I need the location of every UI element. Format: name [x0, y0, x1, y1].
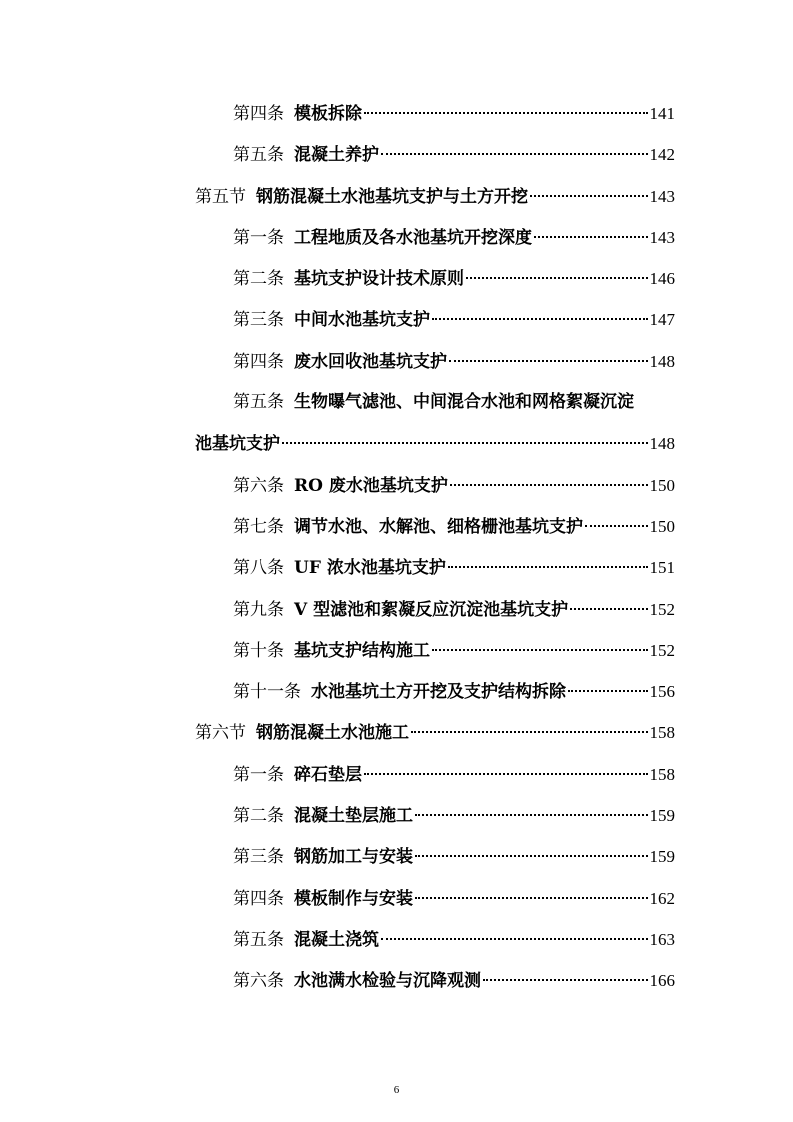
- dot-leader: [411, 731, 648, 733]
- dot-leader: [432, 649, 648, 651]
- dot-leader: [415, 897, 648, 899]
- toc-entry-title: 水池基坑土方开挖及支护结构拆除: [311, 682, 566, 703]
- dot-leader: [381, 938, 648, 940]
- dot-leader: [448, 566, 648, 568]
- toc-entry[interactable]: [0, 754, 793, 795]
- toc-entry-title: 模板拆除: [294, 104, 362, 124]
- toc-entry-title: 生物曝气滤池、中间混合水池和网格絮凝沉淀: [294, 392, 634, 413]
- toc-entry-prefix: 第九条: [233, 599, 284, 620]
- toc-entry-page: 147: [649, 310, 675, 330]
- dot-leader: [534, 236, 648, 238]
- toc-entry-prefix: 第六条: [233, 971, 284, 992]
- toc-entry[interactable]: [0, 465, 793, 506]
- toc-entry-title: 钢筋混凝土水池施工: [256, 723, 409, 744]
- toc-entry-prefix: 第五节: [195, 186, 246, 207]
- toc-entry-page: 150: [649, 516, 675, 536]
- toc-entry-page: 148: [649, 351, 675, 371]
- toc-entry-page: 142: [649, 145, 675, 165]
- toc-entry[interactable]: [0, 630, 793, 671]
- toc-entry-title: 中间水池基坑支护: [294, 310, 430, 331]
- toc-entry-title: 池基坑支护: [195, 434, 280, 455]
- dot-leader: [585, 525, 648, 527]
- toc-entry-title: 碎石垫层: [294, 764, 362, 785]
- toc-entry-prefix: 第四条: [233, 104, 284, 124]
- toc-entry-page: 158: [649, 764, 675, 784]
- dot-leader: [432, 318, 648, 320]
- toc-entry-title: 模板制作与安装: [294, 888, 413, 909]
- dot-leader: [483, 979, 648, 981]
- toc-entry-page: 156: [649, 682, 675, 702]
- toc-entry-page: 152: [649, 640, 675, 660]
- dot-leader: [364, 773, 648, 775]
- toc-entry-page: 141: [649, 104, 675, 123]
- toc-entry[interactable]: [0, 795, 793, 836]
- toc-entry-title: 钢筋混凝土水池基坑支护与土方开挖: [256, 186, 528, 207]
- toc-entry-page: 159: [649, 847, 675, 867]
- toc-entry-title: 调节水池、水解池、细格栅池基坑支护: [294, 516, 583, 537]
- toc-section-entry[interactable]: [0, 712, 793, 753]
- toc-entry-title: 混凝土垫层施工: [294, 806, 413, 827]
- toc-entry[interactable]: [0, 919, 793, 960]
- toc-entry-page: 143: [649, 227, 675, 247]
- toc-entry[interactable]: [0, 836, 793, 877]
- toc-entry-page: 151: [649, 558, 675, 578]
- toc-entry-title: 水池满水检验与沉降观测: [294, 971, 481, 992]
- toc-entry[interactable]: [0, 258, 793, 299]
- toc-entry-title: V 型滤池和絮凝反应沉淀池基坑支护: [294, 599, 569, 620]
- toc-entry[interactable]: [0, 506, 793, 547]
- toc-entry-prefix: 第三条: [233, 310, 284, 331]
- dot-leader: [415, 814, 648, 816]
- toc-entry-page: 152: [649, 599, 675, 619]
- toc-entry-prefix: 第十条: [233, 640, 284, 661]
- toc-entry-prefix: 第十一条: [233, 682, 301, 703]
- toc-entry-page: 163: [649, 929, 675, 949]
- dot-leader: [282, 442, 648, 444]
- toc-entry-continuation[interactable]: [0, 423, 793, 464]
- toc-entry[interactable]: [0, 671, 793, 712]
- dot-leader: [450, 484, 648, 486]
- toc-entry-title: UF 浓水池基坑支护: [294, 558, 446, 579]
- toc-entry-page: 146: [649, 269, 675, 289]
- toc-entry-title: 废水回收池基坑支护: [294, 351, 447, 372]
- table-of-contents: [0, 93, 793, 1002]
- dot-leader: [466, 277, 648, 279]
- toc-entry[interactable]: [0, 547, 793, 588]
- toc-entry-page: 166: [649, 971, 675, 991]
- toc-entry[interactable]: [0, 878, 793, 919]
- toc-entry[interactable]: [0, 589, 793, 630]
- toc-entry[interactable]: [0, 217, 793, 258]
- page-number: 6: [393, 1084, 400, 1096]
- dot-leader: [530, 195, 648, 197]
- toc-entry-prefix: 第一条: [233, 227, 284, 248]
- toc-entry[interactable]: [0, 134, 793, 175]
- dot-leader: [568, 690, 648, 692]
- dot-leader: [381, 153, 648, 155]
- toc-entry-page: 148: [649, 434, 675, 454]
- toc-entry-prefix: 第四条: [233, 351, 284, 372]
- toc-entry-wrapped[interactable]: [0, 382, 793, 423]
- toc-entry-title: 工程地质及各水池基坑开挖深度: [294, 227, 532, 248]
- dot-leader: [364, 112, 648, 114]
- toc-entry-title: 混凝土浇筑: [294, 929, 379, 950]
- toc-section-entry[interactable]: [0, 176, 793, 217]
- toc-entry-page: 150: [649, 475, 675, 495]
- toc-entry-prefix: 第二条: [233, 806, 284, 827]
- toc-entry[interactable]: [0, 93, 793, 134]
- toc-entry-title: 混凝土养护: [294, 145, 379, 166]
- dot-leader: [570, 608, 647, 610]
- toc-entry-page: 143: [649, 186, 675, 206]
- toc-entry-page: 162: [649, 888, 675, 908]
- toc-entry-title: 基坑支护结构施工: [294, 640, 430, 661]
- toc-entry-prefix: 第三条: [233, 847, 284, 868]
- toc-entry-page: 158: [649, 723, 675, 743]
- dot-leader: [449, 360, 648, 362]
- dot-leader: [415, 855, 648, 857]
- toc-entry-prefix: 第二条: [233, 269, 284, 290]
- toc-entry-page: 159: [649, 806, 675, 826]
- toc-entry-prefix: 第七条: [233, 516, 284, 537]
- toc-entry[interactable]: [0, 341, 793, 382]
- toc-entry[interactable]: [0, 960, 793, 1001]
- toc-entry-prefix: 第八条: [233, 558, 284, 579]
- toc-entry-title: 钢筋加工与安装: [294, 847, 413, 868]
- toc-entry-title: RO 废水池基坑支护: [294, 475, 448, 496]
- toc-entry-prefix: 第六条: [233, 475, 284, 496]
- toc-entry-prefix: 第一条: [233, 764, 284, 785]
- toc-entry-prefix: 第五条: [233, 929, 284, 950]
- toc-entry-prefix: 第六节: [195, 723, 246, 744]
- toc-entry-prefix: 第四条: [233, 888, 284, 909]
- toc-entry-title: 基坑支护设计技术原则: [294, 269, 464, 290]
- toc-entry-prefix: 第五条: [233, 145, 284, 166]
- toc-entry-prefix: 第五条: [233, 392, 284, 413]
- toc-entry[interactable]: [0, 299, 793, 340]
